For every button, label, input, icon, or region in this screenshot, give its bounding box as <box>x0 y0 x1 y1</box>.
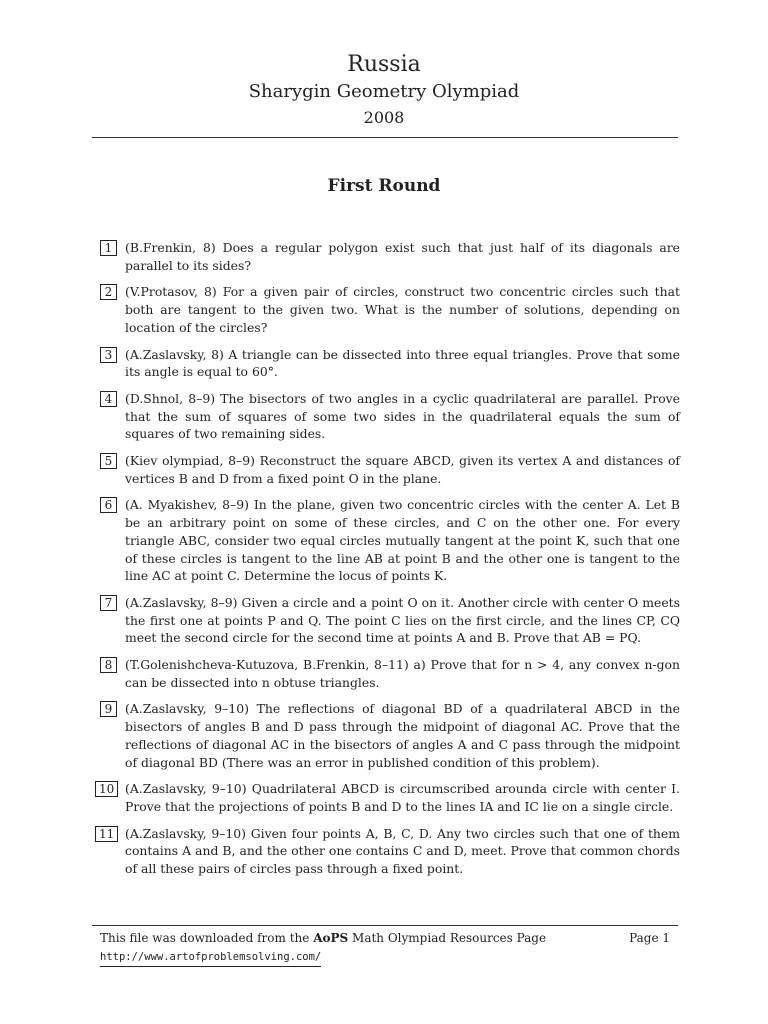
problem-number-box: 2 <box>100 284 117 300</box>
problem-text: (A.Zaslavsky, 8) A triangle can be dissected into three equal triangles. Prove that some its angle is equal to 60°. <box>125 346 680 380</box>
footer-url-link[interactable]: http://www.artofproblemsolving.com/ <box>100 948 321 967</box>
round-title: First Round <box>327 176 441 196</box>
problem-number-box: 3 <box>100 347 117 363</box>
country-title: Russia <box>347 52 421 77</box>
page-number: Page 1 <box>629 931 670 945</box>
footer-suffix: Math Olympiad Resources Page <box>352 931 547 945</box>
problem-number-box: 10 <box>95 781 118 797</box>
problem-text: (T.Golenishcheva-Kutuzova, B.Frenkin, 8–11) a) Prove that for n > 4, any convex n-gon can be dissected into n obtuse triangles. <box>125 657 680 690</box>
problem-text: (A.Zaslavsky, 8–9) Given a circle and a point O on it. Another circle with center O meets the first one at points P and Q. The point C lies on the first circle, and the lines CP, CQ meet the second circle for the second time at points A and B. Prove that AB = PQ. <box>125 594 680 646</box>
footer-divider <box>92 925 678 926</box>
problem-number-box: 5 <box>100 453 117 469</box>
problem-text: (B.Frenkin, 8) Does a regular polygon exist such that just half of its diagonals are parallel to its sides? <box>125 240 680 273</box>
problem-number-box: 11 <box>95 826 118 842</box>
problem-number-box: 9 <box>100 701 117 717</box>
problem-number-box: 4 <box>100 391 117 407</box>
problem-text: (V.Protasov, 8) For a given pair of circles, construct two concentric circles such that both are tangent to the given two. What is the number of solutions, depending on location of the circles? <box>125 284 680 335</box>
footer-prefix: This file was downloaded from the <box>100 931 310 945</box>
problem-number-box: 6 <box>100 497 117 513</box>
document-header <box>0 50 768 130</box>
problem-list <box>100 239 680 887</box>
problem-number-box: 1 <box>100 240 117 256</box>
problem-text: (A. Myakishev, 8–9) In the plane, given two concentric circles with the center A. Let B be an arbitrary point on some of these circles, and C on the other one. For every triangle ABC, consider two equal circles mutually tangent at the point K, such that one of these circles is tangent to the line AB at point B and the other one is tangent to the line AC at point C. Determine the locus of points K. <box>125 497 680 584</box>
problem-item <box>100 700 680 771</box>
problem-item <box>100 656 680 691</box>
header-divider <box>92 137 678 138</box>
problem-item <box>100 780 680 815</box>
problem-text: (A.Zaslavsky, 9–10) The reflections of diagonal BD of a quadrilateral ABCD in the bisectors of angles B and D pass through the midpoint of diagonal AC. Prove that the reflections of diagonal AC in the bisectors of angles A and C pass through the midpoint of diagonal BD (There was an error in published condition of this problem). <box>125 701 680 770</box>
year-label: 2008 <box>363 108 405 127</box>
footer-brand: AoPS <box>313 931 349 945</box>
problem-item <box>100 452 680 487</box>
problem-item <box>100 283 680 336</box>
footer-credit-line <box>100 929 546 947</box>
problem-item <box>100 390 680 443</box>
problem-number-box: 8 <box>100 657 117 673</box>
footer-credit <box>100 929 546 967</box>
problem-item <box>100 825 680 878</box>
problem-item <box>100 594 680 647</box>
problem-text: (A.Zaslavsky, 9–10) Quadrilateral ABCD is circumscribed arounda circle with center I. Prove that the projections of points B and D to the lines IA and IC lie on a single circle. <box>125 781 680 814</box>
problem-text: (Kiev olympiad, 8–9) Reconstruct the square ABCD, given its vertex A and distances of vertices B and D from a fixed point O in the plane. <box>125 453 680 486</box>
problem-text: (A.Zaslavsky, 9–10) Given four points A, B, C, D. Any two circles such that one of them contains A and B, and the other one contains C and D, meet. Prove that common chords of all these pairs of circles pass through a fixed point. <box>125 825 680 877</box>
problem-item <box>100 346 680 381</box>
problem-number-box: 7 <box>100 595 117 611</box>
problem-item <box>100 239 680 274</box>
problem-text: (D.Shnol, 8–9) The bisectors of two angles in a cyclic quadrilateral are parallel. Prove that the sum of squares of some two sides in the quadrilateral equals the sum of squares of two remaining sides. <box>125 390 680 442</box>
olympiad-title: Sharygin Geometry Olympiad <box>248 81 520 102</box>
problem-item <box>100 496 680 585</box>
